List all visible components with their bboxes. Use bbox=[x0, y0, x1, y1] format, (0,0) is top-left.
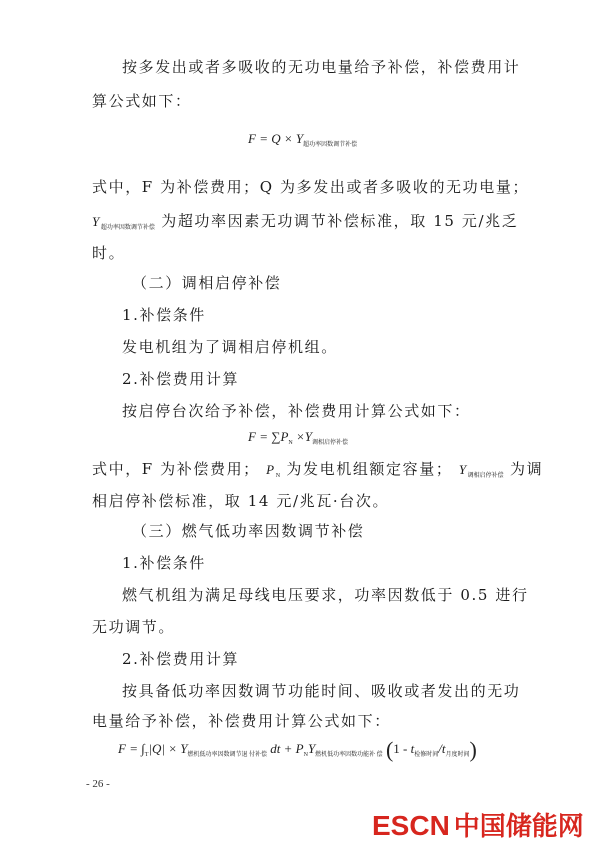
p-symbol: $P_N$ bbox=[266, 462, 281, 479]
formula-2: $F = \sum P_N \times Y_{调相启停补偿}$ bbox=[248, 429, 349, 446]
paragraph-line: 按启停台次给予补偿，补偿费用计算公式如下： bbox=[122, 402, 471, 420]
paragraph-line: 按多发出或者多吸收的无功电量给予补偿，补偿费用计 bbox=[122, 58, 521, 76]
paragraph-line: 时。 bbox=[92, 244, 126, 262]
paragraph-line: 燃气机组为满足母线电压要求，功率因数低于 0.5 进行 bbox=[122, 586, 529, 604]
formula-3: $F = \int_T|Q| \times Y_{燃机低功率因数调节退 付补偿}$ dt + $P_NY_{燃机低功率因数功能补 偿}$ $(1 - t_{检修时间}/t_{月度时间})$ bbox=[118, 737, 477, 762]
paragraph-line: 无功调节。 bbox=[92, 618, 176, 636]
subheading: 1.补偿条件 bbox=[122, 306, 206, 324]
paragraph-line: 相启停补偿标准，取 14 元/兆瓦·台次。 bbox=[92, 492, 390, 510]
paragraph-line: 算公式如下： bbox=[92, 92, 192, 110]
y-symbol: $Y_{超功率因数调节补偿}$ bbox=[92, 214, 155, 231]
section-heading: （二）调相启停补偿 bbox=[132, 274, 282, 292]
paragraph-line: 式中，F 为补偿费用； $P_N$ 为发电机组额定容量； $Y_{调相启停补偿}$ 为调 bbox=[92, 460, 544, 479]
logo-chinese: 中国储能网 bbox=[453, 811, 584, 841]
section-heading: （三）燃气低功率因数调节补偿 bbox=[132, 522, 365, 540]
subheading: 1.补偿条件 bbox=[122, 554, 206, 572]
y-symbol: $Y_{调相启停补偿}$ bbox=[458, 462, 504, 479]
logo-latin: ESCN bbox=[372, 810, 450, 841]
subheading: 2.补偿费用计算 bbox=[122, 650, 240, 668]
page-number: - 26 - bbox=[86, 778, 110, 790]
paragraph-line: 式中，F 为补偿费用；Q 为多发出或者多吸收的无功电量； bbox=[92, 178, 530, 196]
formula-1: $F = Q \times Y_{超功率因数调节补偿}$ bbox=[248, 131, 358, 148]
paragraph-line: 按具备低功率因数调节功能时间、吸收或者发出的无功 bbox=[122, 682, 521, 700]
paragraph-line: $Y_{超功率因数调节补偿}$ 为超功率因素无功调节补偿标准，取 15 元/兆乏 bbox=[92, 212, 519, 231]
escn-logo bbox=[372, 806, 584, 843]
paragraph-line: 电量给予补偿，补偿费用计算公式如下： bbox=[92, 712, 391, 730]
paragraph-line: 发电机组为了调相启停机组。 bbox=[122, 338, 338, 356]
subheading: 2.补偿费用计算 bbox=[122, 370, 240, 388]
